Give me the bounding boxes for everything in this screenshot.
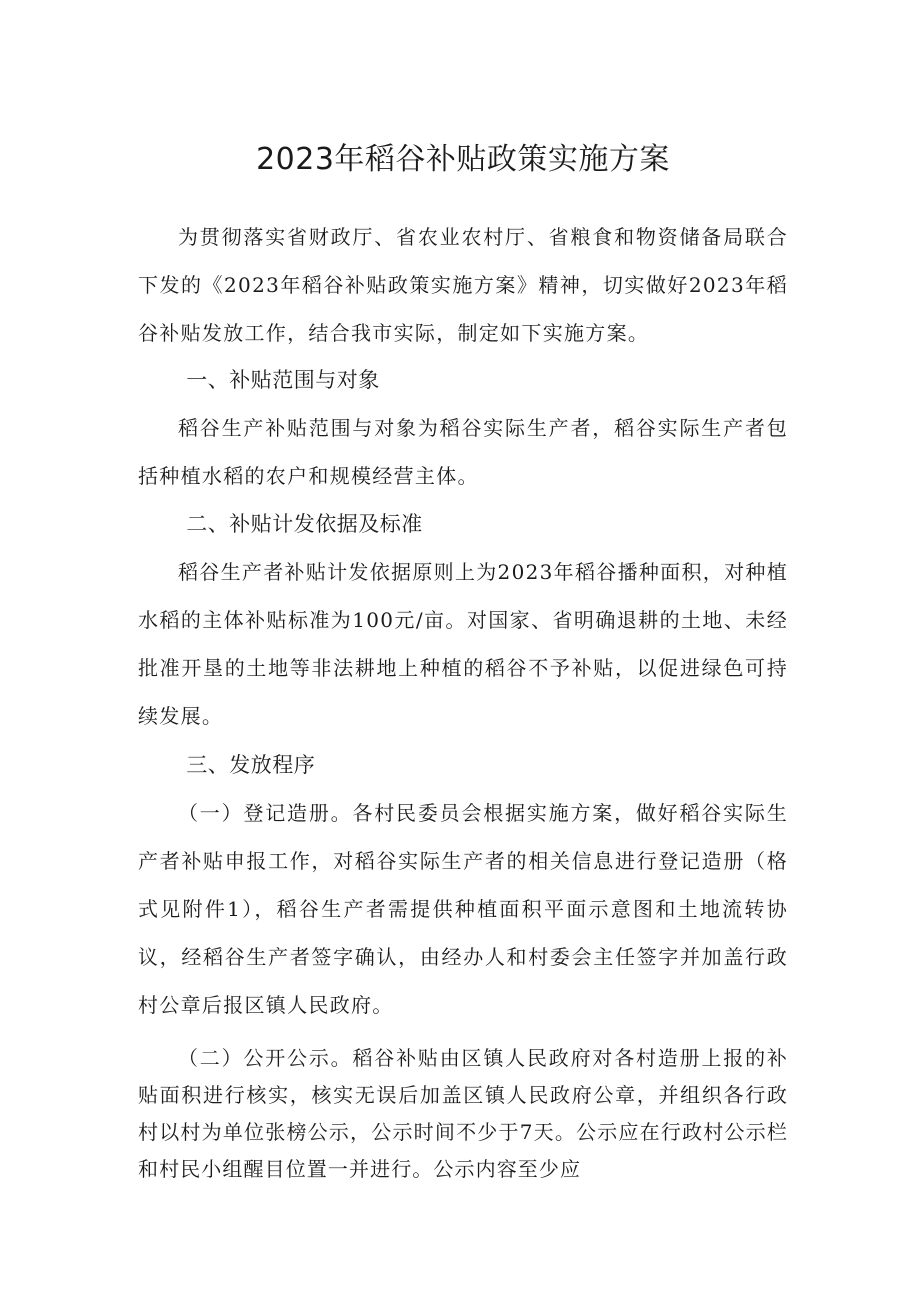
section-1-paragraph: 稻谷生产补贴范围与对象为稻谷实际生产者，稻谷实际生产者包括种植水稻的农户和规模经营主体。: [138, 416, 788, 488]
section-3-paragraph-2: （二）公开公示。稻谷补贴由区镇人民政府对各村造册上报的补贴面积进行核实，核实无误后加盖区镇人民政府公章，并组织各行政村以村为单位张榜公示，公示时间不少于7天。公示应在行政村公示栏和村民小组醒目位置一并进行。公示内容至少应: [138, 1046, 788, 1181]
document-title: 2023年稻谷补贴政策实施方案: [256, 142, 670, 177]
section-3-paragraph-1: （一）登记造册。各村民委员会根据实施方案，做好稻谷实际生产者补贴申报工作，对稻谷实际生产者的相关信息进行登记造册（格式见附件1），稻谷生产者需提供种植面积平面示意图和土地流转协议，经稻谷生产者签字确认，由经办人和村委会主任签字并加盖行政村公章后报区镇人民政府。: [138, 801, 788, 1017]
intro-paragraph: 为贯彻落实省财政厅、省农业农村厅、省粮食和物资储备局联合下发的《2023年稻谷补贴政策实施方案》精神，切实做好2023年稻谷补贴发放工作，结合我市实际，制定如下实施方案。: [138, 225, 788, 345]
section-heading-2: 二、补贴计发依据及标准: [186, 512, 423, 536]
section-2-paragraph: 稻谷生产者补贴计发依据原则上为2023年稻谷播种面积，对种植水稻的主体补贴标准为100元/亩。对国家、省明确退耕的土地、未经批准开垦的土地等非法耕地上种植的稻谷不予补贴，以促进绿色可持续发展。: [138, 560, 788, 728]
section-heading-3: 三、发放程序: [186, 753, 316, 777]
section-heading-1: 一、补贴范围与对象: [186, 368, 380, 392]
